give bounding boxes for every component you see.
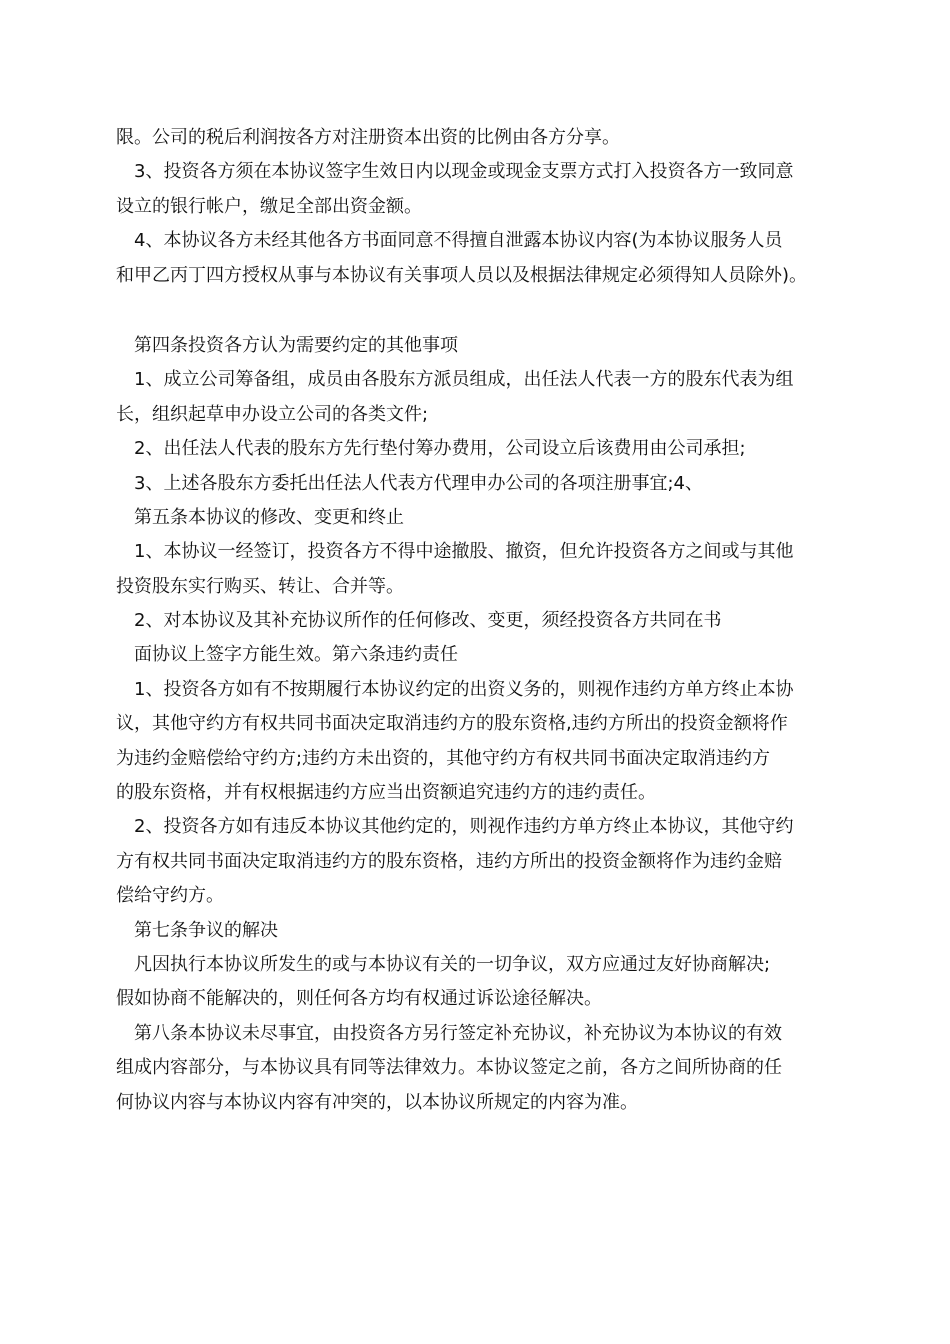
text-line: 凡因执行本协议所发生的或与本协议有关的一切争议，双方应通过友好协商解决; [134,953,771,975]
text-line: 1、本协议一经签订，投资各方不得中途撤股、撤资，但允许投资各方之间或与其他 [134,541,794,563]
text-line: 2、出任法人代表的股东方先行垫付筹办费用，公司设立后该费用由公司承担; [134,438,746,460]
text-line: 偿给守约方。 [116,885,224,907]
text-line: 2、投资各方如有违反本协议其他约定的，则视作违约方单方终止本协议，其他守约 [134,816,794,838]
text-line: 假如协商不能解决的，则任何各方均有权通过诉讼途径解决。 [116,988,602,1010]
text-line: 组成内容部分，与本协议具有同等法律效力。本协议签定之前，各方之间所协商的任 [116,1057,782,1079]
text-line: 3、投资各方须在本协议签字生效日内以现金或现金支票方式打入投资各方一致同意 [134,161,794,183]
text-line: 的股东资格，并有权根据违约方应当出资额追究违约方的违约责任。 [116,782,656,804]
text-line: 1、投资各方如有不按期履行本协议约定的出资义务的，则视作违约方单方终止本协 [134,678,794,700]
section-heading: 第五条本协议的修改、变更和终止 [134,506,404,528]
text-line: 长，组织起草申办设立公司的各类文件; [116,403,429,425]
text-line: 和甲乙丙丁四方授权从事与本协议有关事项人员以及根据法律规定必须得知人员除外)。 [116,264,808,286]
section-heading: 第七条争议的解决 [134,919,278,941]
text-line: 方有权共同书面决定取消违约方的股东资格，违约方所出的投资金额将作为违约金赔 [116,850,782,872]
text-line: 1、成立公司筹备组，成员由各股东方派员组成，出任法人代表一方的股东代表为组 [134,369,794,391]
text-line: 4、本协议各方未经其他各方书面同意不得擅自泄露本协议内容(为本协议服务人员 [134,230,783,252]
section-heading: 第四条投资各方认为需要约定的其他事项 [134,334,458,356]
paragraph-gap [116,293,850,329]
text-line: 面协议上签字方能生效。第六条违约责任 [134,644,458,666]
text-line: 2、对本协议及其补充协议所作的任何修改、变更，须经投资各方共同在书 [134,610,722,632]
text-line: 限。公司的税后利润按各方对注册资本出资的比例由各方分享。 [116,127,620,148]
text-line: 何协议内容与本协议内容有冲突的，以本协议所规定的内容为准。 [116,1091,638,1113]
text-line: 为违约金赔偿给守约方;违约方未出资的，其他守约方有权共同书面决定取消违约方 [116,747,771,769]
text-line: 设立的银行帐户，缴足全部出资金额。 [116,195,422,217]
text-line: 议，其他守约方有权共同书面决定取消违约方的股东资格,违约方所出的投资金额将作 [116,713,788,735]
section-heading: 第八条本协议未尽事宜，由投资各方另行签定补充协议，补充协议为本协议的有效 [134,1022,782,1044]
text-line: 投资股东实行购买、转让、合并等。 [116,575,404,597]
text-line: 3、上述各股东方委托出任法人代表方代理申办公司的各项注册事宜;4、 [134,472,703,494]
